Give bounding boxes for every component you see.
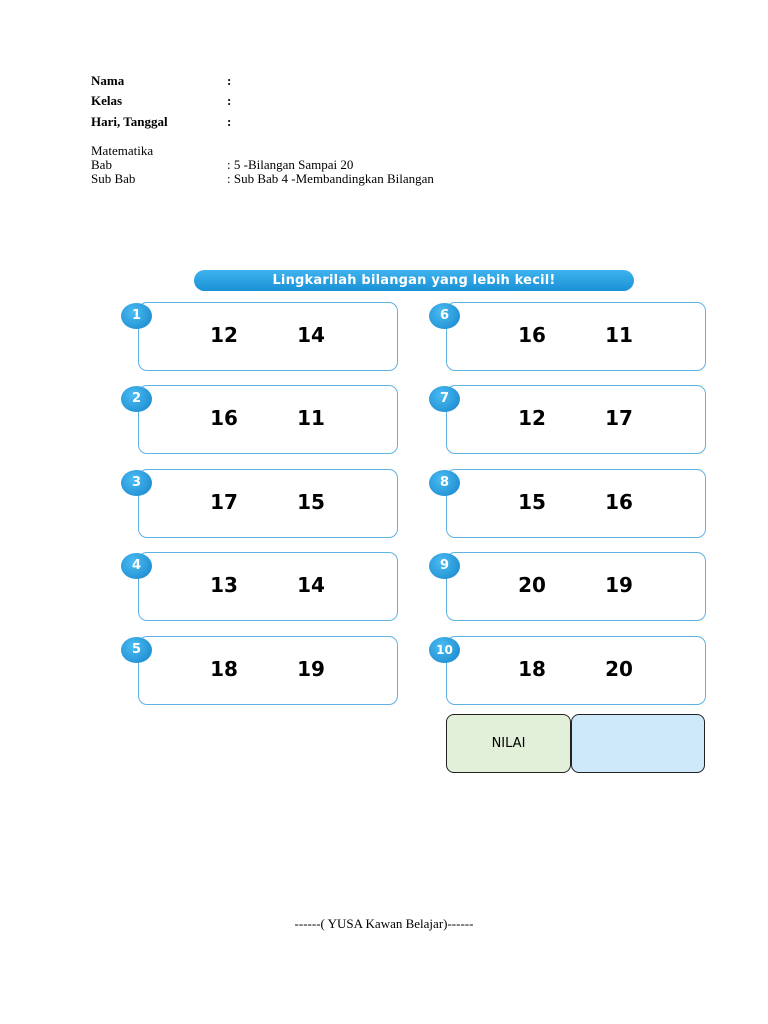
kelas-label: Kelas: [91, 93, 123, 108]
question-box-3: [138, 469, 398, 538]
subbab-value: : Sub Bab 4 -Membandingkan Bilangan: [227, 171, 434, 186]
question-1-number-a[interactable]: 12: [210, 323, 238, 347]
question-box-2: [138, 385, 398, 454]
nilai-label: NILAI: [446, 714, 571, 773]
question-8-number-a[interactable]: 15: [518, 490, 546, 514]
question-number-badge-3: 3: [121, 470, 152, 496]
hari-tanggal-colon: :: [227, 114, 232, 129]
question-9-number-a[interactable]: 20: [518, 573, 546, 597]
question-number-badge-2: 2: [121, 386, 152, 412]
question-8-number-b[interactable]: 16: [605, 490, 633, 514]
question-4-number-a[interactable]: 13: [210, 573, 238, 597]
footer-text: ------( YUSA Kawan Belajar)------: [294, 916, 474, 931]
question-7-number-b[interactable]: 17: [605, 406, 633, 430]
question-number-badge-9: 9: [429, 553, 460, 579]
question-10-number-b[interactable]: 20: [605, 657, 633, 681]
question-box-10: [446, 636, 706, 705]
question-5-number-b[interactable]: 19: [297, 657, 325, 681]
question-1-number-b[interactable]: 14: [297, 323, 325, 347]
nama-colon: :: [227, 73, 232, 88]
question-number-badge-8: 8: [429, 470, 460, 496]
question-box-1: [138, 302, 398, 371]
question-number-badge-5: 5: [121, 637, 152, 663]
question-box-8: [446, 469, 706, 538]
nama-label: Nama: [91, 73, 125, 88]
subbab-label: Sub Bab: [91, 171, 136, 186]
score-box[interactable]: [571, 714, 705, 773]
question-6-number-b[interactable]: 11: [605, 323, 633, 347]
kelas-colon: :: [227, 93, 232, 108]
question-3-number-a[interactable]: 17: [210, 490, 238, 514]
question-box-4: [138, 552, 398, 621]
question-number-badge-4: 4: [121, 553, 152, 579]
question-7-number-a[interactable]: 12: [518, 406, 546, 430]
question-box-7: [446, 385, 706, 454]
question-box-9: [446, 552, 706, 621]
question-box-6: [446, 302, 706, 371]
question-box-5: [138, 636, 398, 705]
question-number-badge-7: 7: [429, 386, 460, 412]
instruction-banner: Lingkarilah bilangan yang lebih kecil!: [194, 270, 634, 291]
question-number-badge-10: 10: [429, 637, 460, 663]
question-2-number-b[interactable]: 11: [297, 406, 325, 430]
question-number-badge-1: 1: [121, 303, 152, 329]
question-4-number-b[interactable]: 14: [297, 573, 325, 597]
question-6-number-a[interactable]: 16: [518, 323, 546, 347]
question-9-number-b[interactable]: 19: [605, 573, 633, 597]
bab-value: : 5 -Bilangan Sampai 20: [227, 157, 354, 172]
question-10-number-a[interactable]: 18: [518, 657, 546, 681]
question-3-number-b[interactable]: 15: [297, 490, 325, 514]
subject-label: Matematika: [91, 143, 154, 158]
question-number-badge-6: 6: [429, 303, 460, 329]
bab-label: Bab: [91, 157, 112, 172]
question-5-number-a[interactable]: 18: [210, 657, 238, 681]
question-2-number-a[interactable]: 16: [210, 406, 238, 430]
hari-tanggal-label: Hari, Tanggal: [91, 114, 168, 129]
